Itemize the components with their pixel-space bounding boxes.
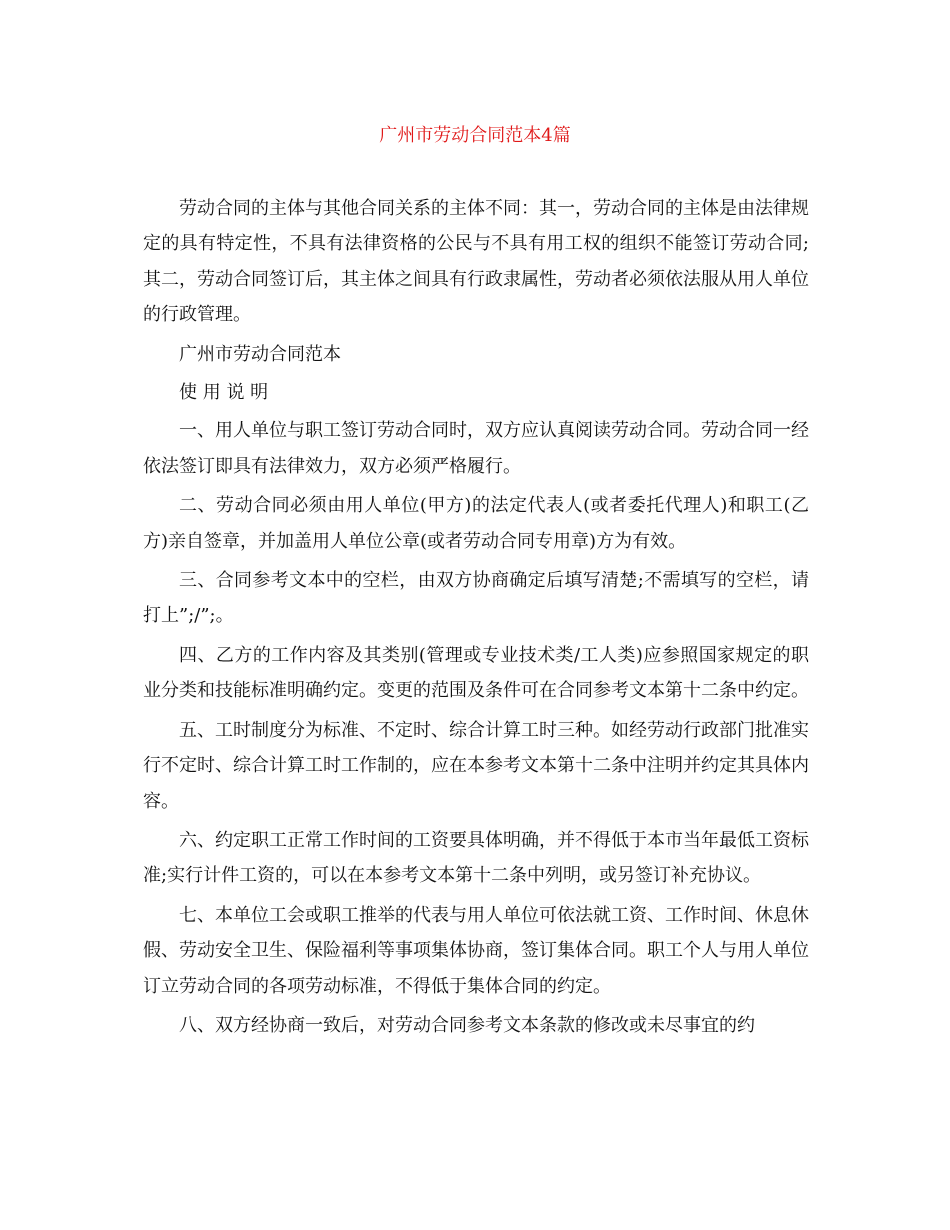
instruction-item-6: 六、约定职工正常工作时间的工资要具体明确，并不得低于本市当年最低工资标准;实行计件工资的，可以在本参考文本第十二条中列明，或另签订补充协议。 bbox=[143, 829, 809, 887]
instruction-item-2: 二、劳动合同必须由用人单位(甲方)的法定代表人(或者委托代理人)和职工(乙方)亲自签章，并加盖用人单位公章(或者劳动合同专用章)方为有效。 bbox=[143, 495, 809, 552]
instruction-item-8: 八、双方经协商一致后，对劳动合同参考文本条款的修改或未尽事宜的约 bbox=[179, 1014, 755, 1036]
document-body bbox=[143, 191, 809, 1047]
intro-paragraph: 劳动合同的主体与其他合同关系的主体不同：其一，劳动合同的主体是由法律规定的具有特定性，不具有法律资格的公民与不具有用工权的组织不能签订劳动合同;其二，劳动合同签订后，其主体之间具有行政隶属性，劳动者必须依法服从用人单位的行政管理。 bbox=[143, 198, 809, 326]
document-title: 广州市劳动合同范本4篇 bbox=[379, 125, 571, 146]
instruction-item-1: 一、用人单位与职工签订劳动合同时，双方应认真阅读劳动合同。劳动合同一经依法签订即具有法律效力，双方必须严格履行。 bbox=[143, 420, 809, 477]
usage-instructions-heading: 使 用 说 明 bbox=[179, 382, 269, 404]
instruction-item-5: 五、工时制度分为标准、不定时、综合计算工时三种。如经劳动行政部门批准实行不定时、综合计算工时工作制的，应在本参考文本第十二条中注明并约定其具体内容。 bbox=[143, 719, 809, 812]
instruction-item-4: 四、乙方的工作内容及其类别(管理或专业技术类/工人类)应参照国家规定的职业分类和技能标准明确约定。变更的范围及条件可在合同参考文本第十二条中约定。 bbox=[143, 644, 809, 702]
instruction-item-7: 七、本单位工会或职工推举的代表与用人单位可依法就工资、工作时间、休息休假、劳动安全卫生、保险福利等事项集体协商，签订集体合同。职工个人与用人单位订立劳动合同的各项劳动标准，不得低于集体合同的约定。 bbox=[143, 904, 809, 997]
section-heading: 广州市劳动合同范本 bbox=[179, 343, 341, 365]
instruction-item-3: 三、合同参考文本中的空栏，由双方协商确定后填写清楚;不需填写的空栏，请打上”;/”;。 bbox=[143, 570, 809, 627]
